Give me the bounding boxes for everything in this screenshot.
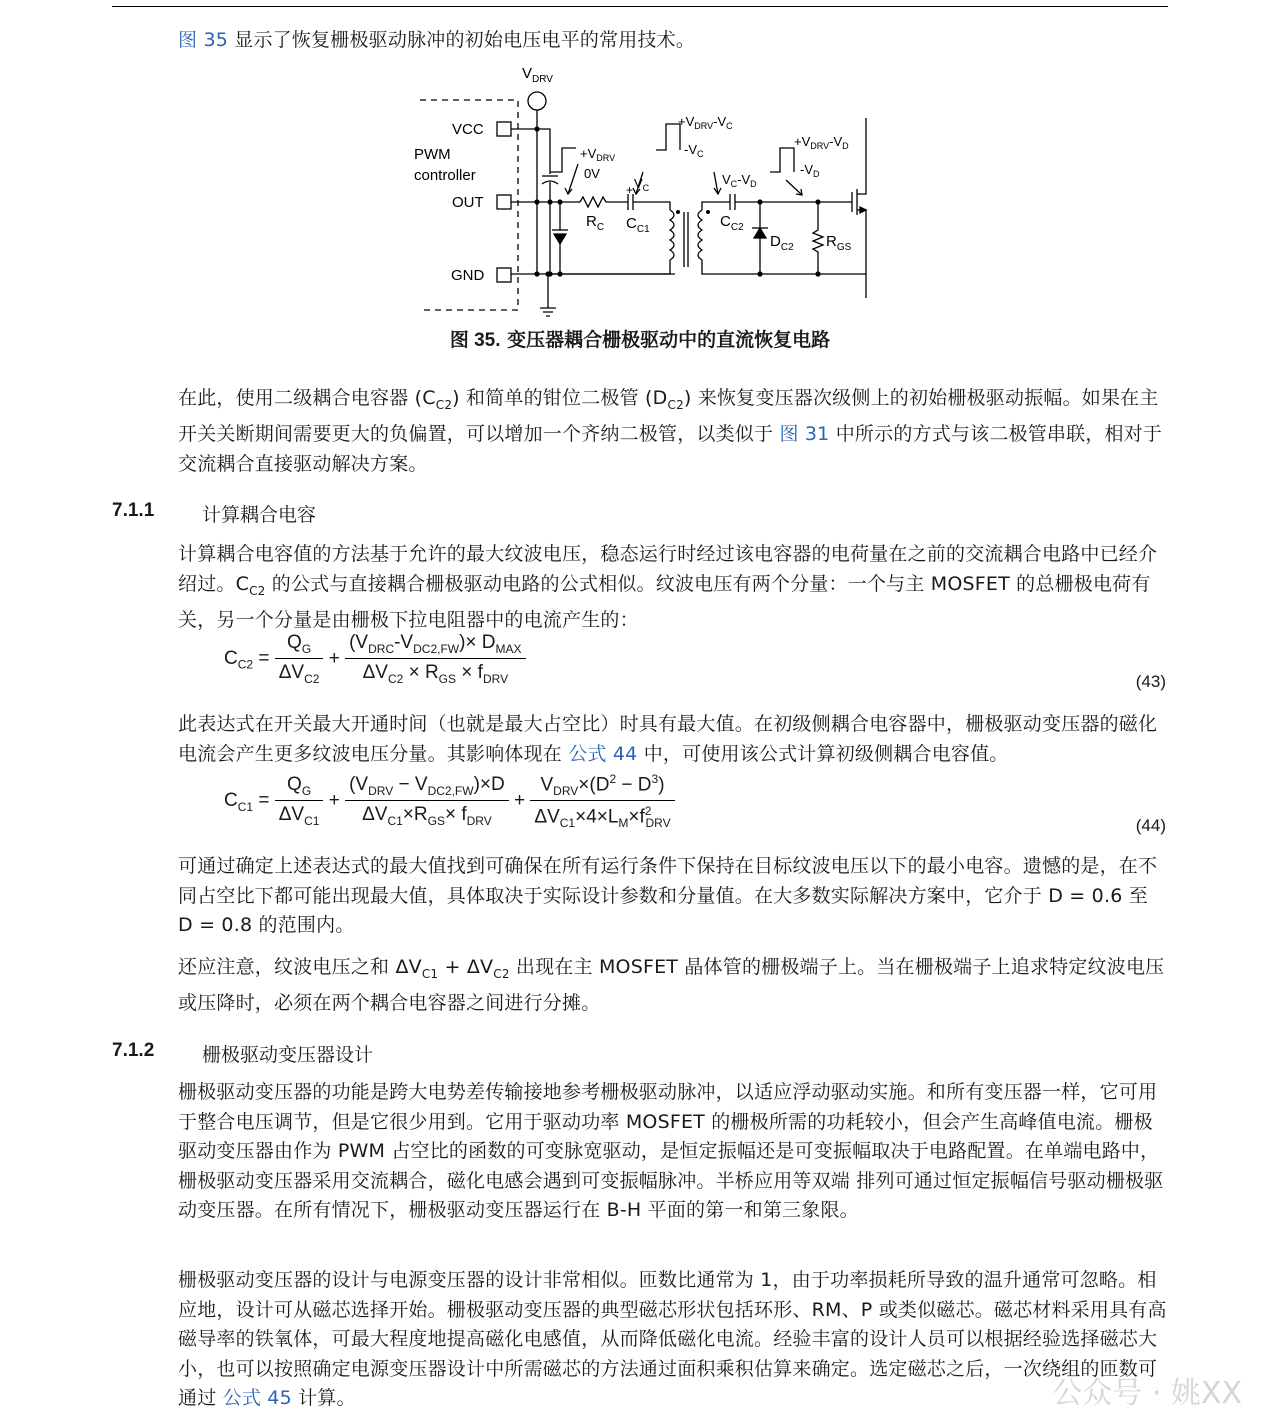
out-pin-label: OUT <box>452 194 484 211</box>
equation-number-43: (43) <box>1135 672 1166 691</box>
paragraph-gdt-design: 栅极驱动变压器的设计与电源变压器的设计非常相似。匝数比通常为 1，由于功率损耗所导致的温升通常可忽略。相应地，设计可从磁芯选择开始。栅极驱动变压器的典型磁芯形状包括环形、RM、P 或类似磁芯。磁芯材料采用具有高磁导率的铁氧体，可最大程度地提高磁化电感值，从而降低磁化电流。经验丰富的设计人员可以根据经验选择磁芯大小，也可以按照确定电源变压器设计中所需磁芯的方法通过面积乘积估算来确定。选定磁芯之后，一次绕组的匝数可通过 公式 45 计算。 <box>178 1269 1167 1409</box>
gnd-pin-label: GND <box>451 267 485 284</box>
paragraph-dc-restore: 在此，使用二级耦合电容器 $(C_{C2})$ 和简单的钳位二极管 $(D_{C2})$ 来恢复变压器次级侧上的初始栅极驱动振幅。如果在主开关关断期间需要更大的负偏置，可以增加一个齐纳二极管，以类似于 图 31 中所示的方式与该二极管串联，相对于交流耦合直接驱动解决方案。 <box>178 387 1163 475</box>
dc-restore-circuit-diagram <box>400 62 880 320</box>
equation-43: $C_{C2}$ = $\frac{Q_G}{\Delta V_{C2}}$ + $\frac{(V_{DRC}-V_{DC2,FW})\times D_{MAX}}{\Delta V_{C2} \times R_{GS} \times f_{DRV}}$ <box>224 632 526 686</box>
paragraph-ripple-sum: 还应注意，纹波电压之和 $\Delta V_{C1} + \Delta V_{C2}$ 出现在主 MOSFET 晶体管的栅极端子上。当在栅极端子上追求特定纹波电压或压降时，必须在两个耦合电容器之间进行分摊。 <box>178 956 1165 1015</box>
equation-45-link[interactable]: 公式 45 <box>222 1387 292 1409</box>
controller-label: controller <box>414 167 476 184</box>
pwm-label: PWM <box>414 146 451 163</box>
section-number-712: 7.1.2 <box>112 1040 155 1061</box>
cc2-label: $C_{C2}$ <box>720 213 744 233</box>
neg-vc-label: $-V_C$ <box>684 142 704 159</box>
top-right-label: $+V_{DRV}-V_D$ <box>794 134 849 151</box>
section-title-711: 计算耦合电容 <box>202 504 317 526</box>
paragraph-gdt-function: 栅极驱动变压器的功能是跨大电势差传输接地参考栅极驱动脉冲，以适应浮动驱动实施。和所有变压器一样，它可用于整合电压调节，但是它很少用到。它用于驱动功率 MOSFET 的栅极所需的功耗较小，但会产生高峰值电流。栅极驱动变压器由作为 PWM 占空比的函数的可变脉宽驱动，是恒定振幅还是可变振幅取决于电路配置。在单端电路中，栅极驱动变压器采用交流耦合，磁化电感会遇到可变振幅脉冲。半桥应用等双端 排列可通过恒定振幅信号驱动栅极驱动变压器。在所有情况下，栅极驱动变压器运行在 B-H 平面的第一和第三象限。 <box>178 1081 1164 1221</box>
vc-plus-label: + <box>626 183 634 197</box>
paragraph-max-value: 此表达式在开关最大开通时间（也就是最大占空比）时具有最大值。在初级侧耦合电容器中，栅极驱动变压器的磁化电流会产生更多纹波电压分量。其影响体现在 公式 44 中，可使用该公式计算初级侧耦合电容值。 <box>178 713 1158 765</box>
vcc-pin-label: VCC <box>452 121 484 138</box>
wechat-watermark: 公众号 · 姚XX <box>1052 1376 1242 1411</box>
figure-31-link[interactable]: 图 31 <box>779 423 830 446</box>
neg-vd-label: $-V_D$ <box>800 162 820 179</box>
header-rule <box>112 6 1168 7</box>
vc-label: $V_C$ <box>634 176 650 193</box>
paragraph-min-capacitance: 可通过确定上述表达式的最大值找到可确保在所有运行条件下保持在目标纹波电压以下的最小电容。遗憾的是，在不同占空比下都可能出现最大值，具体取决于实际设计参数和分量值。在大多数实际解决方案中，它介于 D = 0.6 至 D = 0.8 的范围内。 <box>178 855 1158 936</box>
vc-vd-label: $V_C-V_D$ <box>722 172 757 189</box>
rgs-label: $R_{GS}$ <box>826 233 852 253</box>
equation-44-link[interactable]: 公式 44 <box>568 742 638 765</box>
equation-number-44: (44) <box>1135 816 1166 835</box>
figure-35-link[interactable]: 图 35 <box>178 29 229 51</box>
intro-text: 图 35 显示了恢复栅极驱动脉冲的初始电压电平的常用技术。 <box>178 29 696 51</box>
cc1-label: $C_{C1}$ <box>626 215 650 235</box>
top-mid-label: $+V_{DRV}-V_C$ <box>678 114 733 131</box>
paragraph-coupling-cap: 计算耦合电容值的方法基于允许的最大纹波电压，稳态运行时经过该电容器的电荷量在之前的交流耦合电路中已经介绍过。$C_{C2}$ 的公式与直接耦合栅极驱动电路的公式相似。纹波电压有两个分量：一个与主 MOSFET 的总栅极电荷有关，另一个分量是由栅极下拉电阻器中的电流产生的： <box>178 543 1158 631</box>
figure-caption: 图 35. 变压器耦合栅极驱动中的直流恢复电路 <box>449 329 831 351</box>
section-title-712: 栅极驱动变压器设计 <box>202 1044 374 1066</box>
rc-label: $R_C$ <box>586 213 605 233</box>
vdrv-label: $V_{DRV}$ <box>522 65 553 85</box>
equation-44: $C_{C1}$ = $\frac{Q_G}{\Delta V_{C1}}$ + $\frac{(V_{DRV} - V_{DC2,FW})\times D}{\Delta V_{C1}\times R_{GS}\times f_{DRV}}$ + $\frac{V_{DRV}\times(D^2 - D^3)}{\Delta V_{C1}\times 4\times L_M\times f^2_{DRV}}$ <box>224 772 675 830</box>
section-number-711: 7.1.1 <box>112 500 155 521</box>
plus-vdrv-label: $+V_{DRV}$ <box>580 146 616 163</box>
dc2-label: $D_{C2}$ <box>770 233 794 253</box>
zero-volt-label: 0V <box>584 166 600 181</box>
